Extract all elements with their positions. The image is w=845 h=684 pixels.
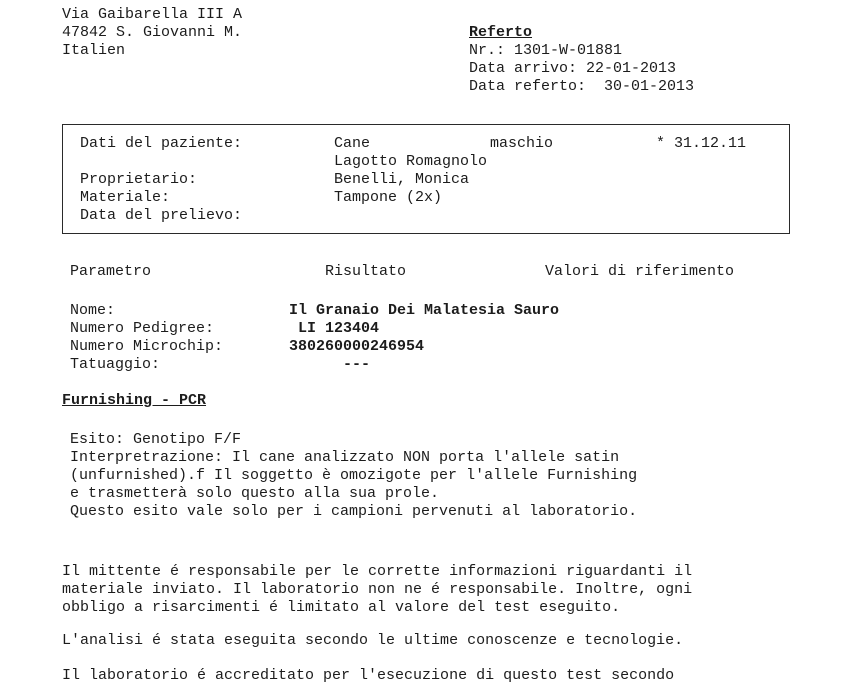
test-result: Esito: Genotipo F/F <box>70 431 242 448</box>
test-validity-note: Questo esito vale solo per i campioni pervenuti al laboratorio. <box>70 503 638 520</box>
owner-label: Proprietario: <box>80 171 198 188</box>
pedigree-value: LI 123404 <box>298 320 380 337</box>
sender-line-3: Italien <box>62 42 126 59</box>
column-reference: Valori di riferimento <box>545 263 735 280</box>
report-number: Nr.: 1301-W-01881 <box>469 42 623 59</box>
report-heading: Referto <box>469 24 533 41</box>
report-arrival-date: Data arrivo: 22-01-2013 <box>469 60 677 77</box>
sample-date-label: Data del prelievo: <box>80 207 243 224</box>
patient-sex: maschio <box>490 135 554 152</box>
disclaimer-line-2: materiale inviato. Il laboratorio non ne é responsabile. Inoltre, ogni <box>62 581 693 598</box>
name-value: Il Granaio Dei Malatesia Sauro <box>289 302 560 319</box>
patient-birth-date: * 31.12.11 <box>656 135 747 152</box>
disclaimer-line-1: Il mittente é responsabile per le corrette informazioni riguardanti il <box>62 563 693 580</box>
patient-label: Dati del paziente: <box>80 135 243 152</box>
analysis-note: L'analisi é stata eseguita secondo le ultime conoscenze e tecnologie. <box>62 632 684 649</box>
pedigree-label: Numero Pedigree: <box>70 320 215 337</box>
column-parameter: Parametro <box>70 263 152 280</box>
sender-line-1: Via Gaibarella III A <box>62 6 243 23</box>
disclaimer-line-3: obbligo a risarcimenti é limitato al valore del test eseguito. <box>62 599 621 616</box>
patient-breed: Lagotto Romagnolo <box>334 153 488 170</box>
tattoo-label: Tatuaggio: <box>70 356 161 373</box>
test-interpretation-1: Interpretrazione: Il cane analizzato NON porta l'allele satin <box>70 449 620 466</box>
microchip-value: 380260000246954 <box>289 338 425 355</box>
microchip-label: Numero Microchip: <box>70 338 224 355</box>
test-interpretation-3: e trasmetterà solo questo alla sua prole. <box>70 485 440 502</box>
patient-species: Cane <box>334 135 371 152</box>
name-label: Nome: <box>70 302 116 319</box>
sender-line-2: 47842 S. Giovanni M. <box>62 24 243 41</box>
report-date: Data referto: 30-01-2013 <box>469 78 695 95</box>
accreditation-note: Il laboratorio é accreditato per l'esecuzione di questo test secondo <box>62 667 675 684</box>
tattoo-value: --- <box>343 356 371 373</box>
material-label: Materiale: <box>80 189 171 206</box>
column-result: Risultato <box>325 263 407 280</box>
test-title: Furnishing - PCR <box>62 392 207 409</box>
test-interpretation-2: (unfurnished).f Il soggetto è omozigote per l'allele Furnishing <box>70 467 638 484</box>
material-value: Tampone (2x) <box>334 189 443 206</box>
owner-value: Benelli, Monica <box>334 171 470 188</box>
